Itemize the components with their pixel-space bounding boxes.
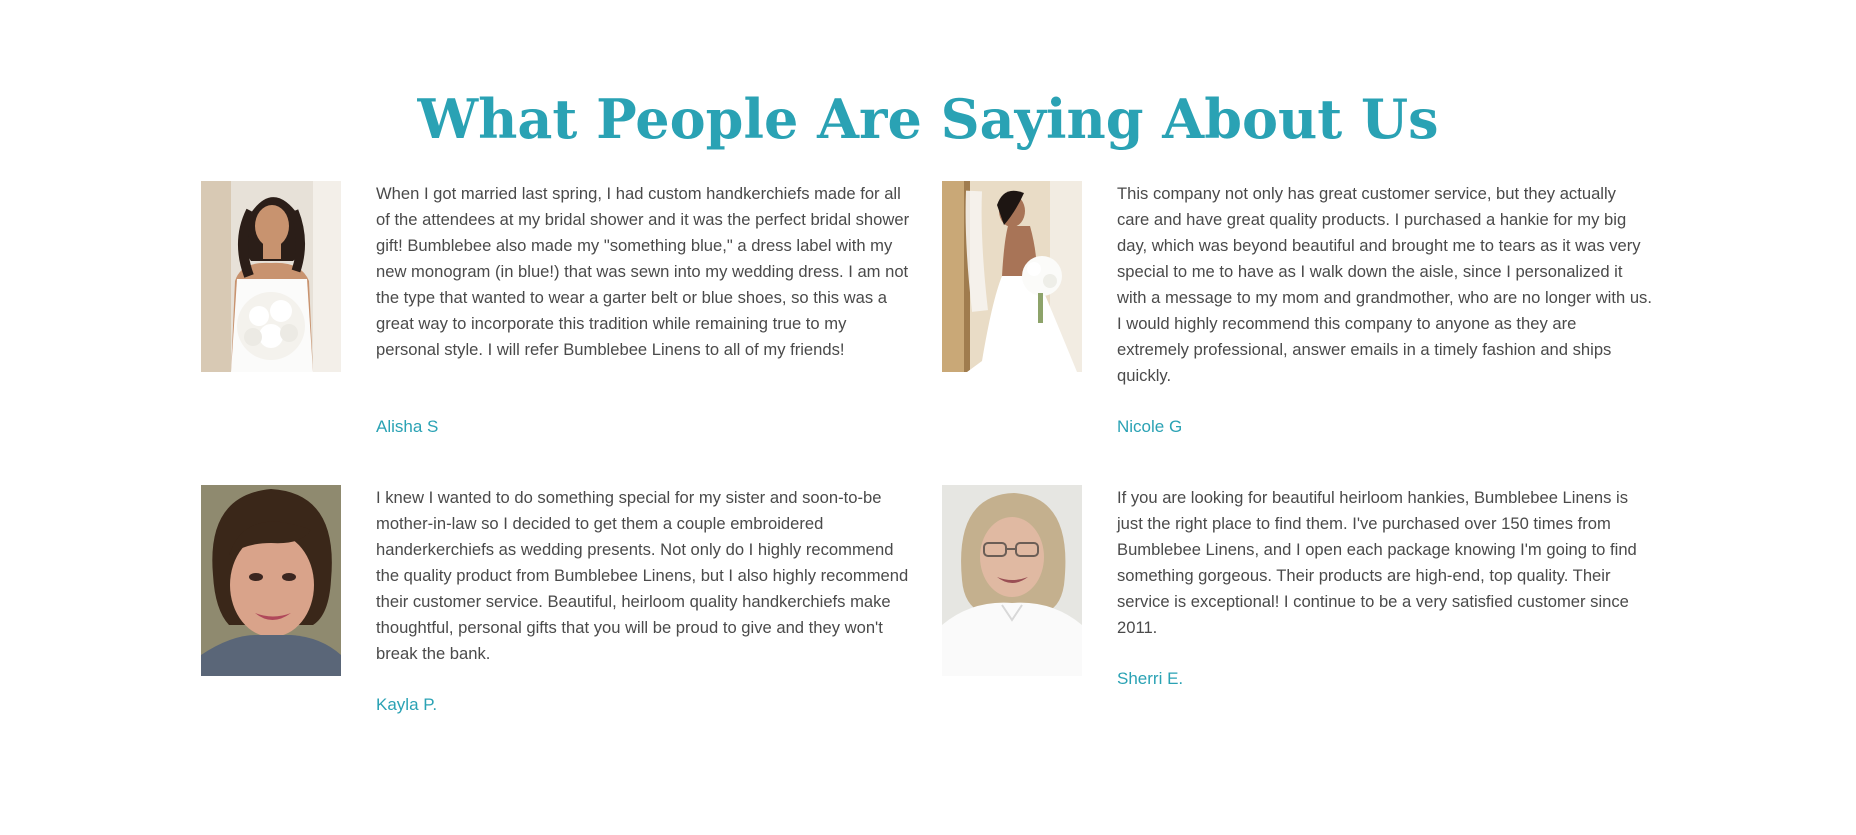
testimonial-author[interactable]: Sherri E. bbox=[1117, 669, 1184, 688]
testimonial-author[interactable]: Alisha S bbox=[376, 417, 439, 436]
testimonial-author[interactable]: Kayla P. bbox=[376, 695, 438, 714]
testimonial-quote: If you are looking for beautiful heirloom hankies, Bumblebee Linens is just the right place to find them. I've purchased over 150 times from Bumblebee Linens, and I open each package knowing I'm going to find something gorgeous. Their products are high-end, top quality. Their service is exceptional! I continue to be a very satisfied customer since 2011. bbox=[1117, 488, 1637, 637]
bride-in-gown-photo bbox=[942, 181, 1082, 372]
testimonial-author[interactable]: Nicole G bbox=[1117, 417, 1183, 436]
section-title: What People Are Saying About Us bbox=[417, 87, 1439, 151]
testimonial-quote: I knew I wanted to do something special for my sister and soon-to-be mother-in-law so I decided to get them a couple embroidered handerkerchiefs as wedding presents. Not only do I highly recommend the quality product from Bumblebee Linens, but I also highly recommend their customer service. Beautiful, heirloom quality handkerchiefs make thoughtful, personal gifts that you will be proud to give and they won't break the bank. bbox=[376, 488, 909, 663]
testimonial-quote: When I got married last spring, I had custom handkerchiefs made for all of the attendees at my bridal shower and it was the perfect bridal shower gift! Bumblebee also made my "something blue," a dress label with my new monogram (in blue!) that was sewn into my wedding dress. I am not the type that wanted to wear a garter belt or blue shoes, so this was a great way to incorporate this tradition while remaining true to my personal style. I will refer Bumblebee Linens to all of my friends! bbox=[376, 184, 910, 359]
woman-with-glasses-photo bbox=[942, 485, 1082, 676]
testimonial-quote: This company not only has great customer service, but they actually care and have great quality products. I purchased a hankie for my big day, which was beyond beautiful and brought me to tears as it was very special to me to have as I walk down the aisle, since I personalized it with a message to my mom and grandmother, who are no longer with us. I would highly recommend this company to anyone as they are extremely professional, answer emails in a timely fashion and ships quickly. bbox=[1117, 184, 1652, 385]
woman-portrait-photo bbox=[201, 485, 341, 676]
bride-with-bouquet-photo bbox=[201, 181, 341, 372]
